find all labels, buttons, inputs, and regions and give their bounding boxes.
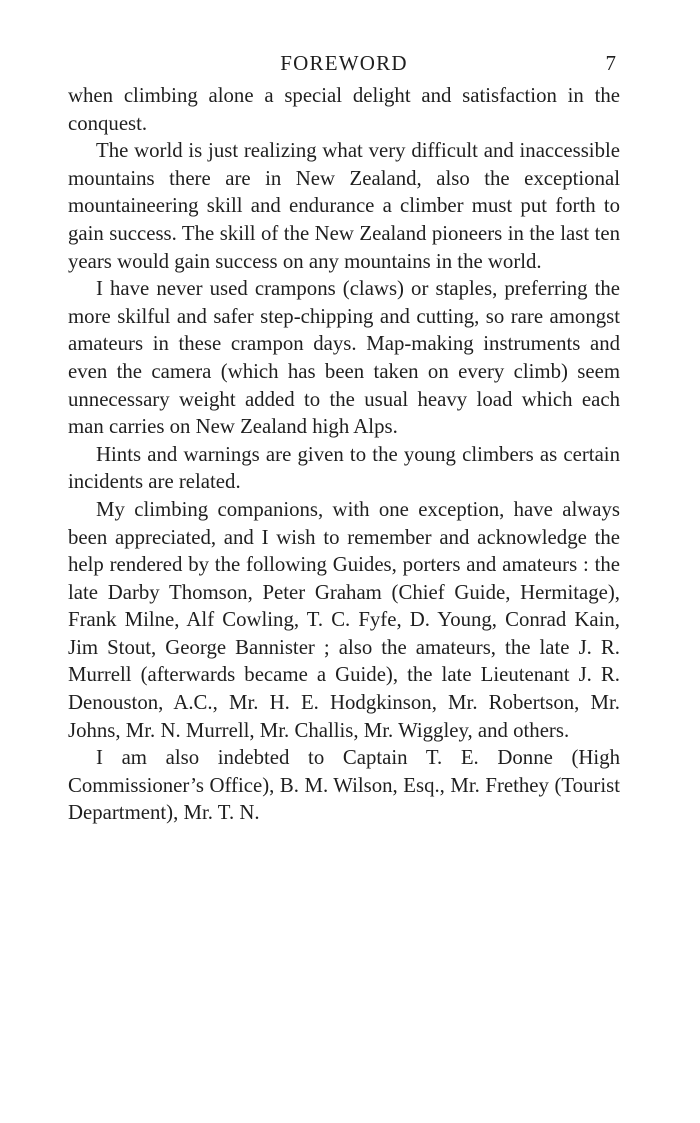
paragraph-companions: My climbing companions, with one exception, have always been appreciated, and I wish to remember and acknowledge the help rendered by the following Guides, porters and amateurs : the late Darby Thomson, Peter Graham (Chief Guide, Hermitage), Frank Milne, Alf Cowling, T. C. Fyfe, D. Young, Conrad Kain, Jim Stout, George Bannister ; also the amateurs, the late J. R. Murrell (afterwards became a Guide), the late Lieutenant J. R. Denouston, A.C., Mr. H. E. Hodgkinson, Mr. Robertson, Mr. Johns, Mr. N. Murrell, Mr. Challis, Mr. Wiggley, and others. bbox=[68, 497, 620, 742]
page-number: 7 bbox=[605, 51, 616, 75]
chapter-title: FOREWORD bbox=[280, 51, 408, 75]
paragraph-hints: Hints and warnings are given to the young climbers as certain incidents are related. bbox=[68, 442, 620, 494]
running-head bbox=[68, 48, 620, 82]
paragraph-world-realizing: The world is just realizing what very difficult and inaccessible mountains there are in New Zealand, also the exceptional mountaineering skill and endurance a climber must put forth to gain success. The skill of the New Zealand pioneers in the last ten years would gain success on any mountains in the world. bbox=[68, 139, 620, 273]
paragraph-continued: when climbing alone a special delight and satisfaction in the conquest. bbox=[68, 84, 620, 135]
paragraph-crampons: I have never used crampons (claws) or staples, preferring the more skilful and safer step-chipping and cutting, so rare amongst amateurs in these crampon days. Map-making instruments and even the camera (which has been taken on every climb) seem unnecessary weight added to the usual heavy load which each man carries on New Zealand high Alps. bbox=[68, 277, 620, 439]
paragraph-indebted: I am also indebted to Captain T. E. Donne (High Commissioner’s Office), B. M. Wilson, Esq., Mr. Frethey (Tourist Department), Mr. T. N. bbox=[68, 746, 620, 825]
book-page bbox=[68, 48, 620, 827]
body-text bbox=[68, 82, 620, 827]
